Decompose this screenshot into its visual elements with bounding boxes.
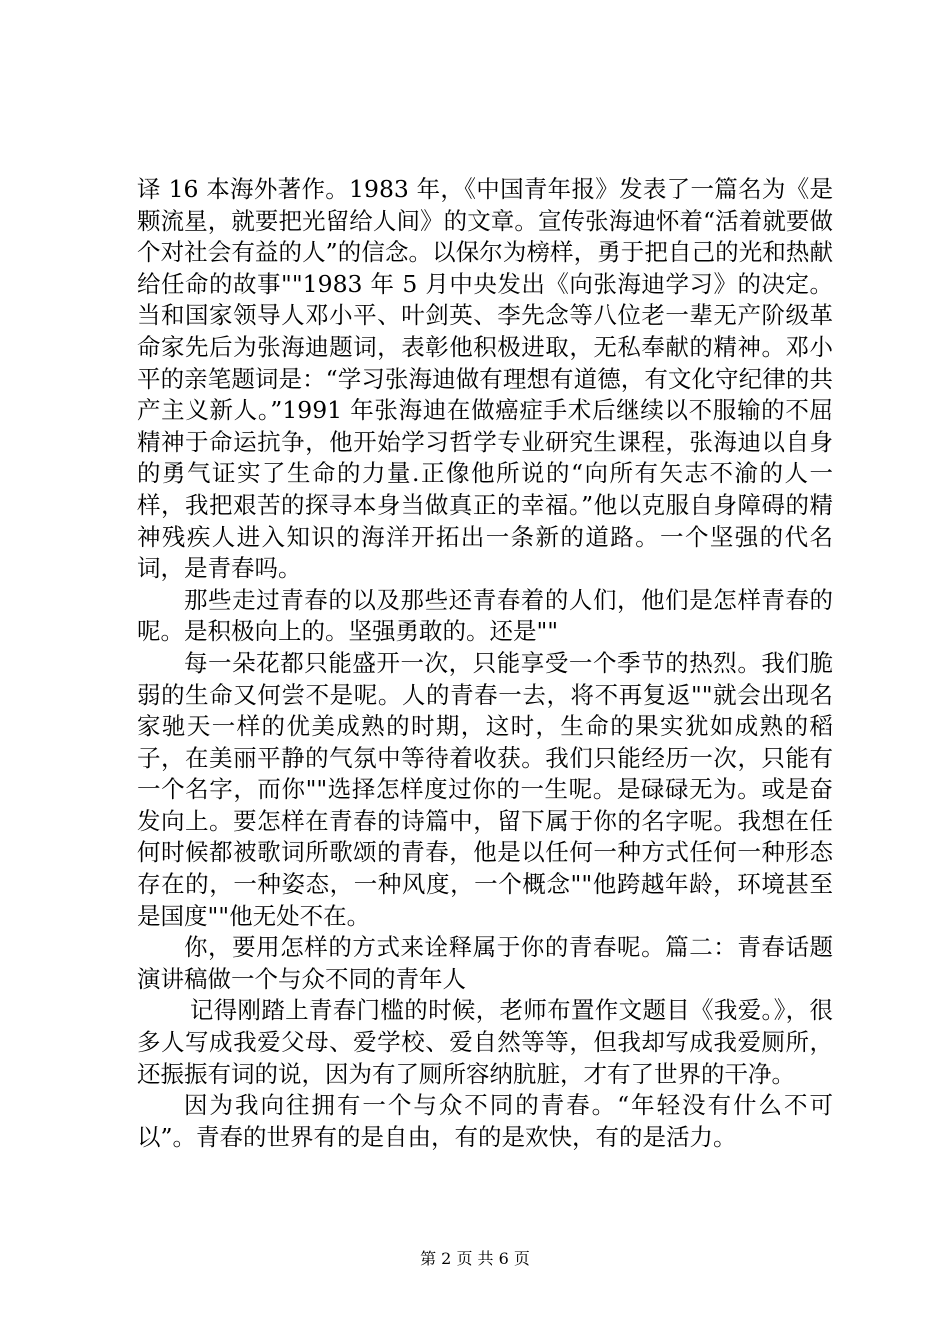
document-body [137, 174, 833, 1153]
page-number-footer: 第 2 页 共 6 页 [420, 1249, 530, 1268]
paragraph-4: 你，要用怎样的方式来诠释属于你的青春呢。篇二：青春话题演讲稿做一个与众不同的青年人 [137, 933, 833, 993]
paragraph-6: 因为我向往拥有一个与众不同的青春。“年轻没有什么不可以”。青春的世界有的是自由，有的是欢快，有的是活力。 [137, 1091, 833, 1151]
paragraph-3: 每一朵花都只能盛开一次，只能享受一个季节的热烈。我们脆弱的生命又何尝不是呢。人的青春一去，将不再复返""就会出现名家驰天一样的优美成熟的时期，这时，生命的果实犹如成熟的稻子，在美丽平静的气氛中等待着收获。我们只能经历一次，只能有一个名字，而你""选择怎样度过你的一生呢。是碌碌无为。或是奋发向上。要怎样在青春的诗篇中，留下属于你的名字呢。我想在任何时候都被歌词所歌颂的青春，他是以任何一种方式任何一种形态存在的，一种姿态，一种风度，一个概念""他跨越年龄，环境甚至是国度""他无处不在。 [137, 648, 833, 930]
paragraph-1: 译 16 本海外著作。1983 年，《中国青年报》发表了一篇名为《是颗流星，就要把光留给人间》的文章。宣传张海迪怀着“活着就要做个对社会有益的人”的信念。以保尔为榜样，勇于把自己的光和热献给任命的故事""1983 年 5 月中央发出《向张海迪学习》的决定。当和国家领导人邓小平、叶剑英、李先念等八位老一辈无产阶级革命家先后为张海迪题词，表彰他积极进取，无私奉献的精神。邓小平的亲笔题词是：“学习张海迪做有理想有道德，有文化守纪律的共产主义新人。”1991 年张海迪在做癌症手术后继续以不服输的不屈精神于命运抗争，他开始学习哲学专业研究生课程，张海迪以自身的勇气证实了生命的力量.正像他所说的“向所有矢志不渝的人一样，我把艰苦的探寻本身当做真正的幸福。”他以克服自身障碍的精神残疾人进入知识的海洋开拓出一条新的道路。一个坚强的代名词，是青春吗。 [137, 175, 833, 583]
paragraph-5: 记得刚踏上青春门槛的时候，老师布置作文题目《我爱。》，很多人写成我爱父母、爱学校、爱自然等等，但我却写成我爱厕所，还振振有词的说，因为有了厕所容纳肮脏，才有了世界的干净。 [137, 996, 833, 1088]
paragraph-2: 那些走过青春的以及那些还青春着的人们，他们是怎样青春的呢。是积极向上的。坚强勇敢的。还是"" [137, 585, 833, 646]
